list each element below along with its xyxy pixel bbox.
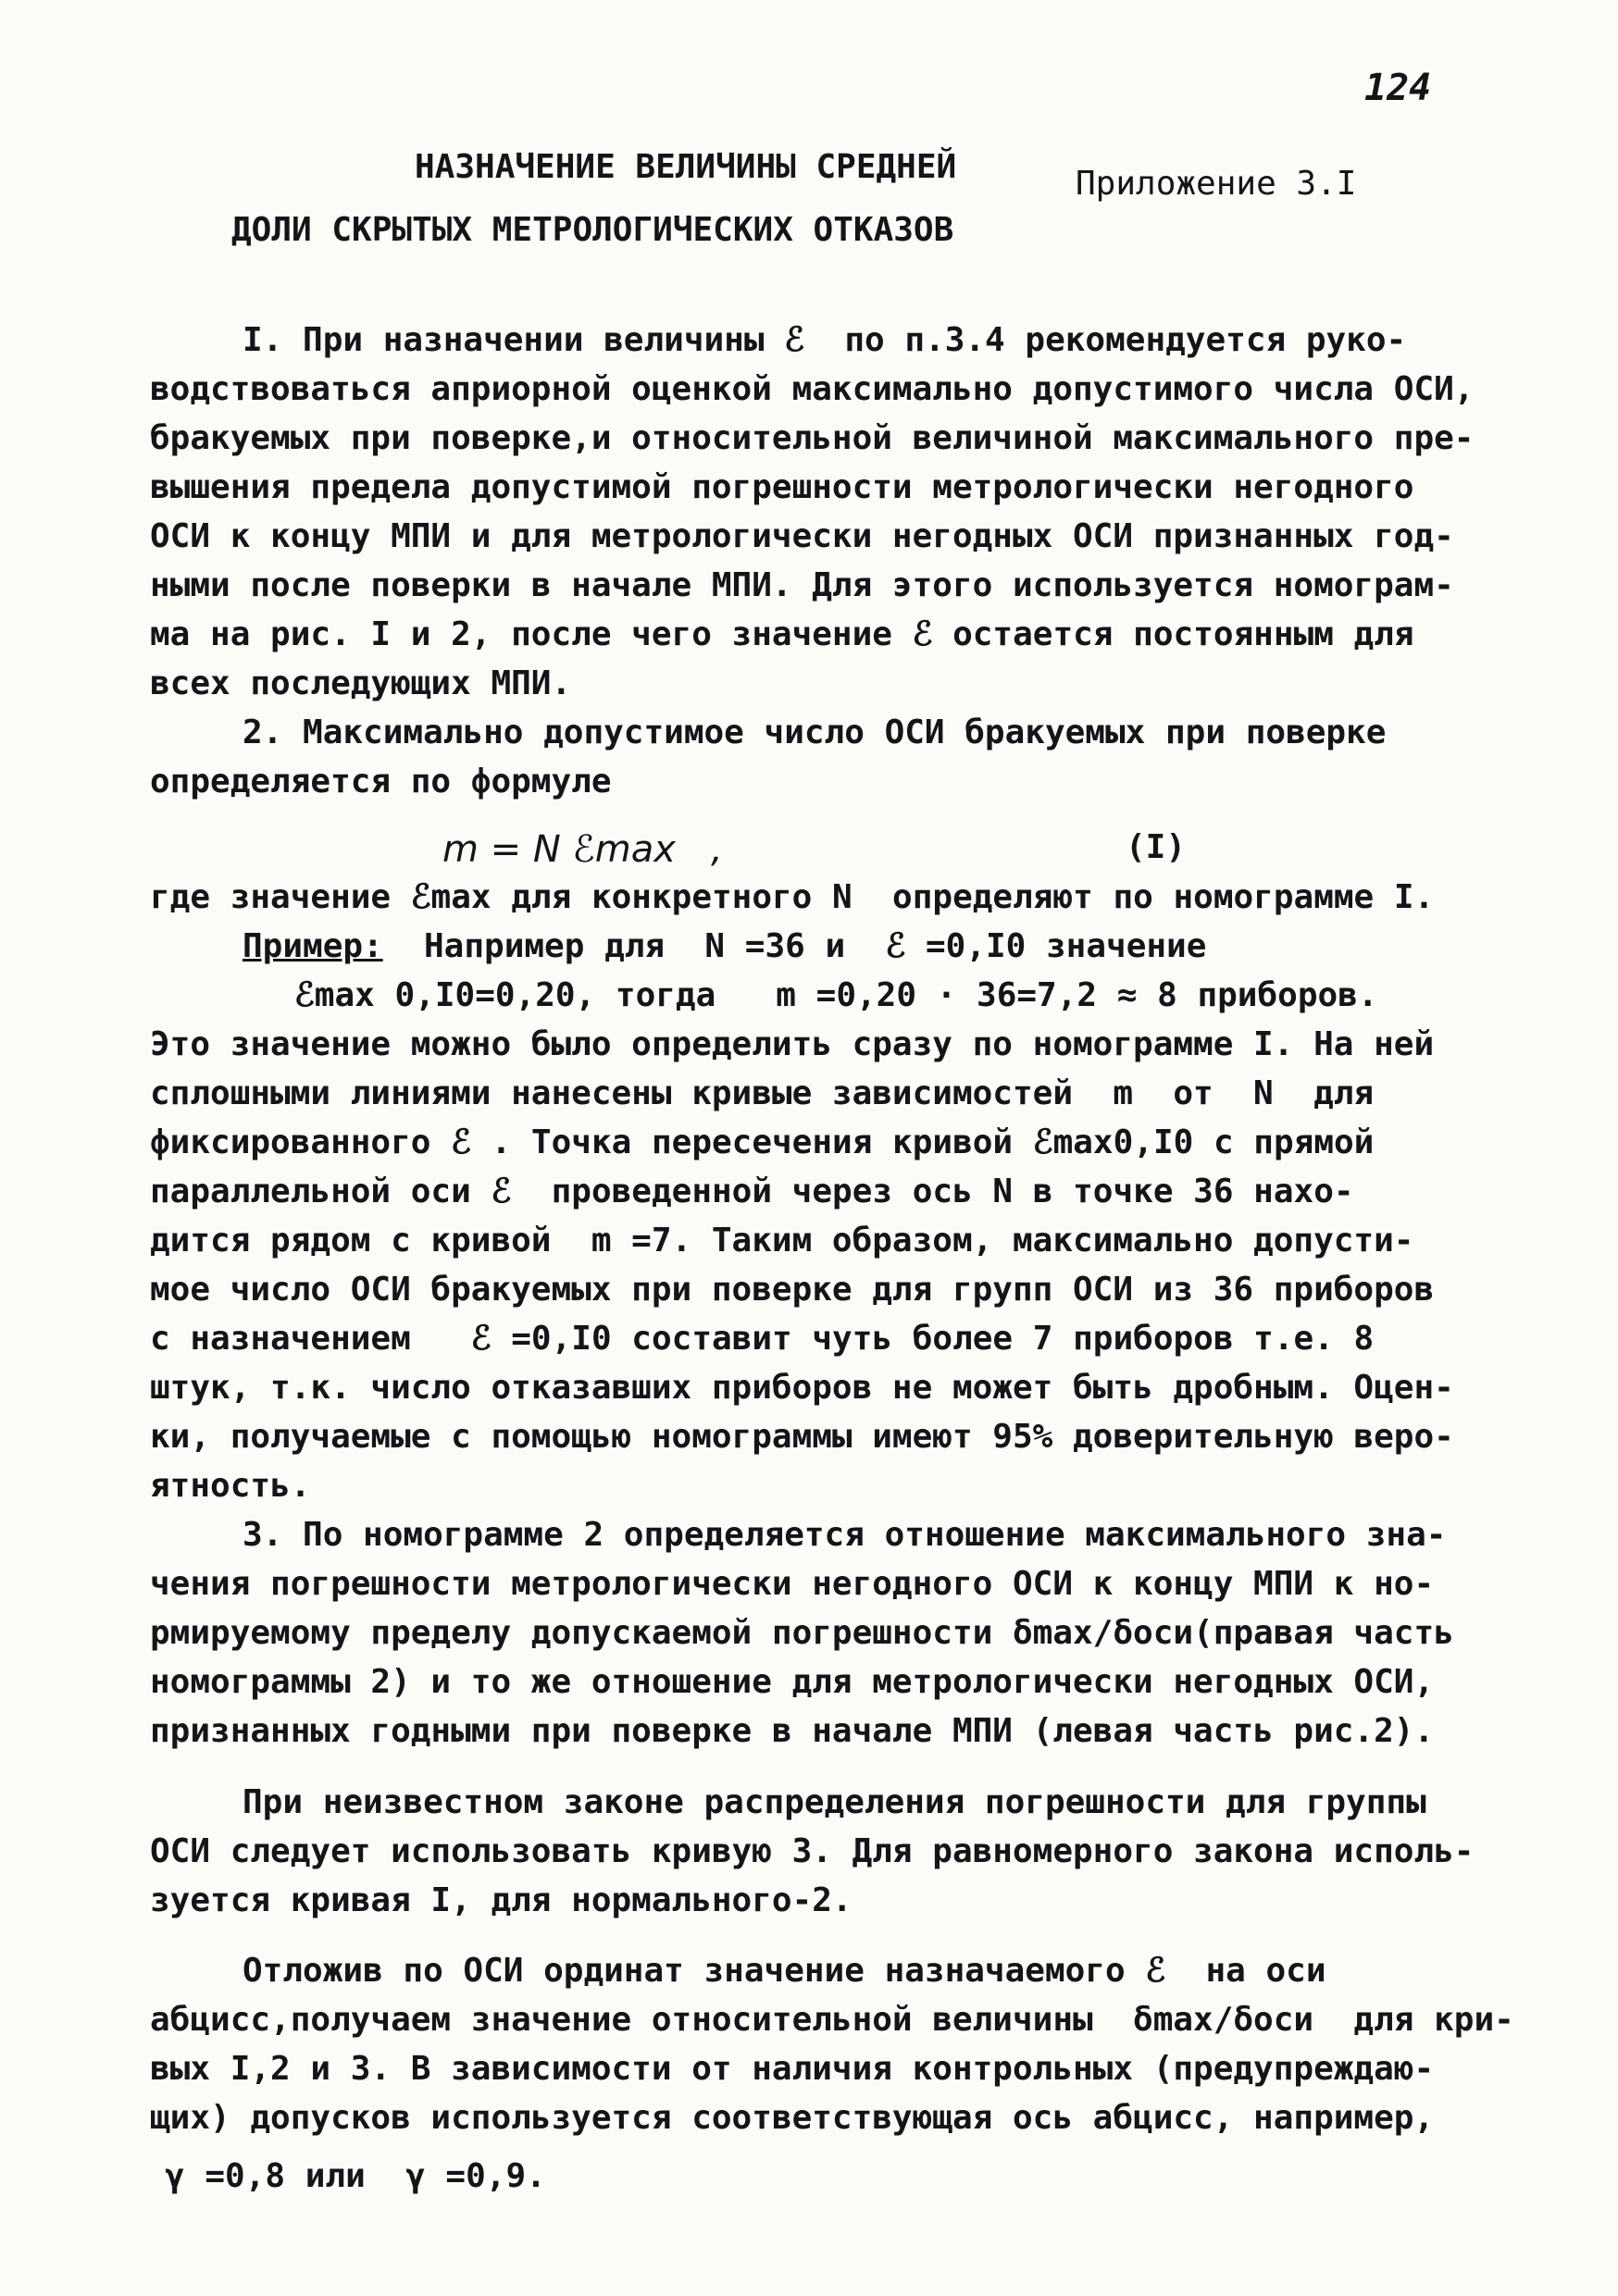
text-line: штук, т.к. число отказавших приборов не может быть дробным. Оцен-	[150, 1369, 1454, 1407]
text-line: сплошными линиями нанесены кривые зависимостей m от N для	[150, 1074, 1375, 1112]
page-title-line-2: ДОЛИ СКРЫТЫХ МЕТРОЛОГИЧЕСКИХ ОТКАЗОВ	[231, 211, 954, 249]
formula: m = N ℰmax ,	[442, 828, 723, 871]
text-line: определяется по формуле	[150, 763, 612, 800]
text-line: ма на рис. I и 2, после чего значение ℰ остается постоянным для	[150, 615, 1414, 653]
text-line: ОСИ следует использовать кривую 3. Для равномерного закона исполь-	[150, 1832, 1475, 1870]
text-line: дится рядом с кривой m =7. Таким образом, максимально допусти-	[150, 1222, 1414, 1260]
text-line: признанных годными при поверке в начале МПИ (левая часть рис.2).	[150, 1712, 1435, 1750]
text-line: мое число ОСИ бракуемых при поверке для групп ОСИ из 36 приборов	[150, 1271, 1435, 1309]
page-title-line-1: НАЗНАЧЕНИЕ ВЕЛИЧИНЫ СРЕДНЕЙ	[415, 148, 957, 186]
formula-number: (I)	[1126, 828, 1187, 866]
text-line: γ =0,8 или γ =0,9.	[165, 2157, 546, 2195]
text-line: Это значение можно было определить сразу по номограмме I. На ней	[150, 1025, 1435, 1063]
text-line: где значение ℰmax для конкретного N определяют по номограмме I.	[150, 878, 1435, 916]
example-label: Пример:	[243, 927, 383, 965]
text-line: ки, получаемые с помощью номограммы имеют 95% доверительную веро-	[150, 1418, 1454, 1456]
text-line: Отложив по ОСИ ординат значение назначаемого ℰ на оси	[243, 1952, 1326, 1990]
text-line: водствоваться априорной оценкой максимально допустимого числа ОСИ,	[150, 370, 1475, 408]
text-line: с назначением ℰ =0,I0 составит чуть более 7 приборов т.е. 8	[150, 1320, 1375, 1358]
text-line: щих) допусков используется соответствующая ось абцисс, например,	[150, 2099, 1435, 2137]
text-line: зуется кривая I, для нормального-2.	[150, 1881, 853, 1919]
text-line: чения погрешности метрологически негодного ОСИ к концу МПИ к но-	[150, 1565, 1435, 1603]
appendix-label: Приложение 3.I	[1076, 165, 1357, 203]
text-line: 2. Максимально допустимое число ОСИ бракуемых при поверке	[243, 714, 1387, 751]
text-line: вышения предела допустимой погрешности метрологически негодного	[150, 468, 1414, 506]
text-line: ОСИ к концу МПИ и для метрологически негодных ОСИ признанных год-	[150, 517, 1454, 555]
text-line: всех последующих МПИ.	[150, 664, 572, 702]
text-line: Например для N =36 и ℰ =0,I0 значение	[424, 927, 1207, 965]
text-line: При неизвестном законе распределения погрешности для группы	[243, 1783, 1426, 1821]
text-line: абцисс,получаем значение относительной величины δmax/δоси для кри-	[150, 2001, 1514, 2039]
text-line: ными после поверки в начале МПИ. Для этого используется номограм-	[150, 566, 1454, 604]
text-line: 3. По номограмме 2 определяется отношение максимального зна-	[243, 1516, 1447, 1554]
text-line: рмируемому пределу допускаемой погрешности δmax/δоси(правая часть	[150, 1614, 1454, 1652]
text-line: вых I,2 и 3. В зависимости от наличия контрольных (предупреждаю-	[150, 2050, 1435, 2088]
text-line: параллельной оси ℰ проведенной через ось N в точке 36 нахо-	[150, 1173, 1354, 1210]
text-line: фиксированного ℰ . Точка пересечения кривой ℰmax0,I0 с прямой	[150, 1123, 1375, 1161]
page-number: 124	[1364, 67, 1432, 109]
text-line: I. При назначении величины ℰ по п.3.4 рекомендуется руко-	[243, 321, 1407, 359]
text-line: ℰmax 0,I0=0,20, тогда m =0,20 · 36=7,2 ≈ 8 приборов.	[294, 976, 1378, 1014]
text-line: номограммы 2) и то же отношение для метрологически негодных ОСИ,	[150, 1663, 1435, 1701]
text-line: ятность.	[150, 1467, 311, 1505]
text-line: бракуемых при поверке,и относительной величиной максимального пре-	[150, 419, 1475, 457]
